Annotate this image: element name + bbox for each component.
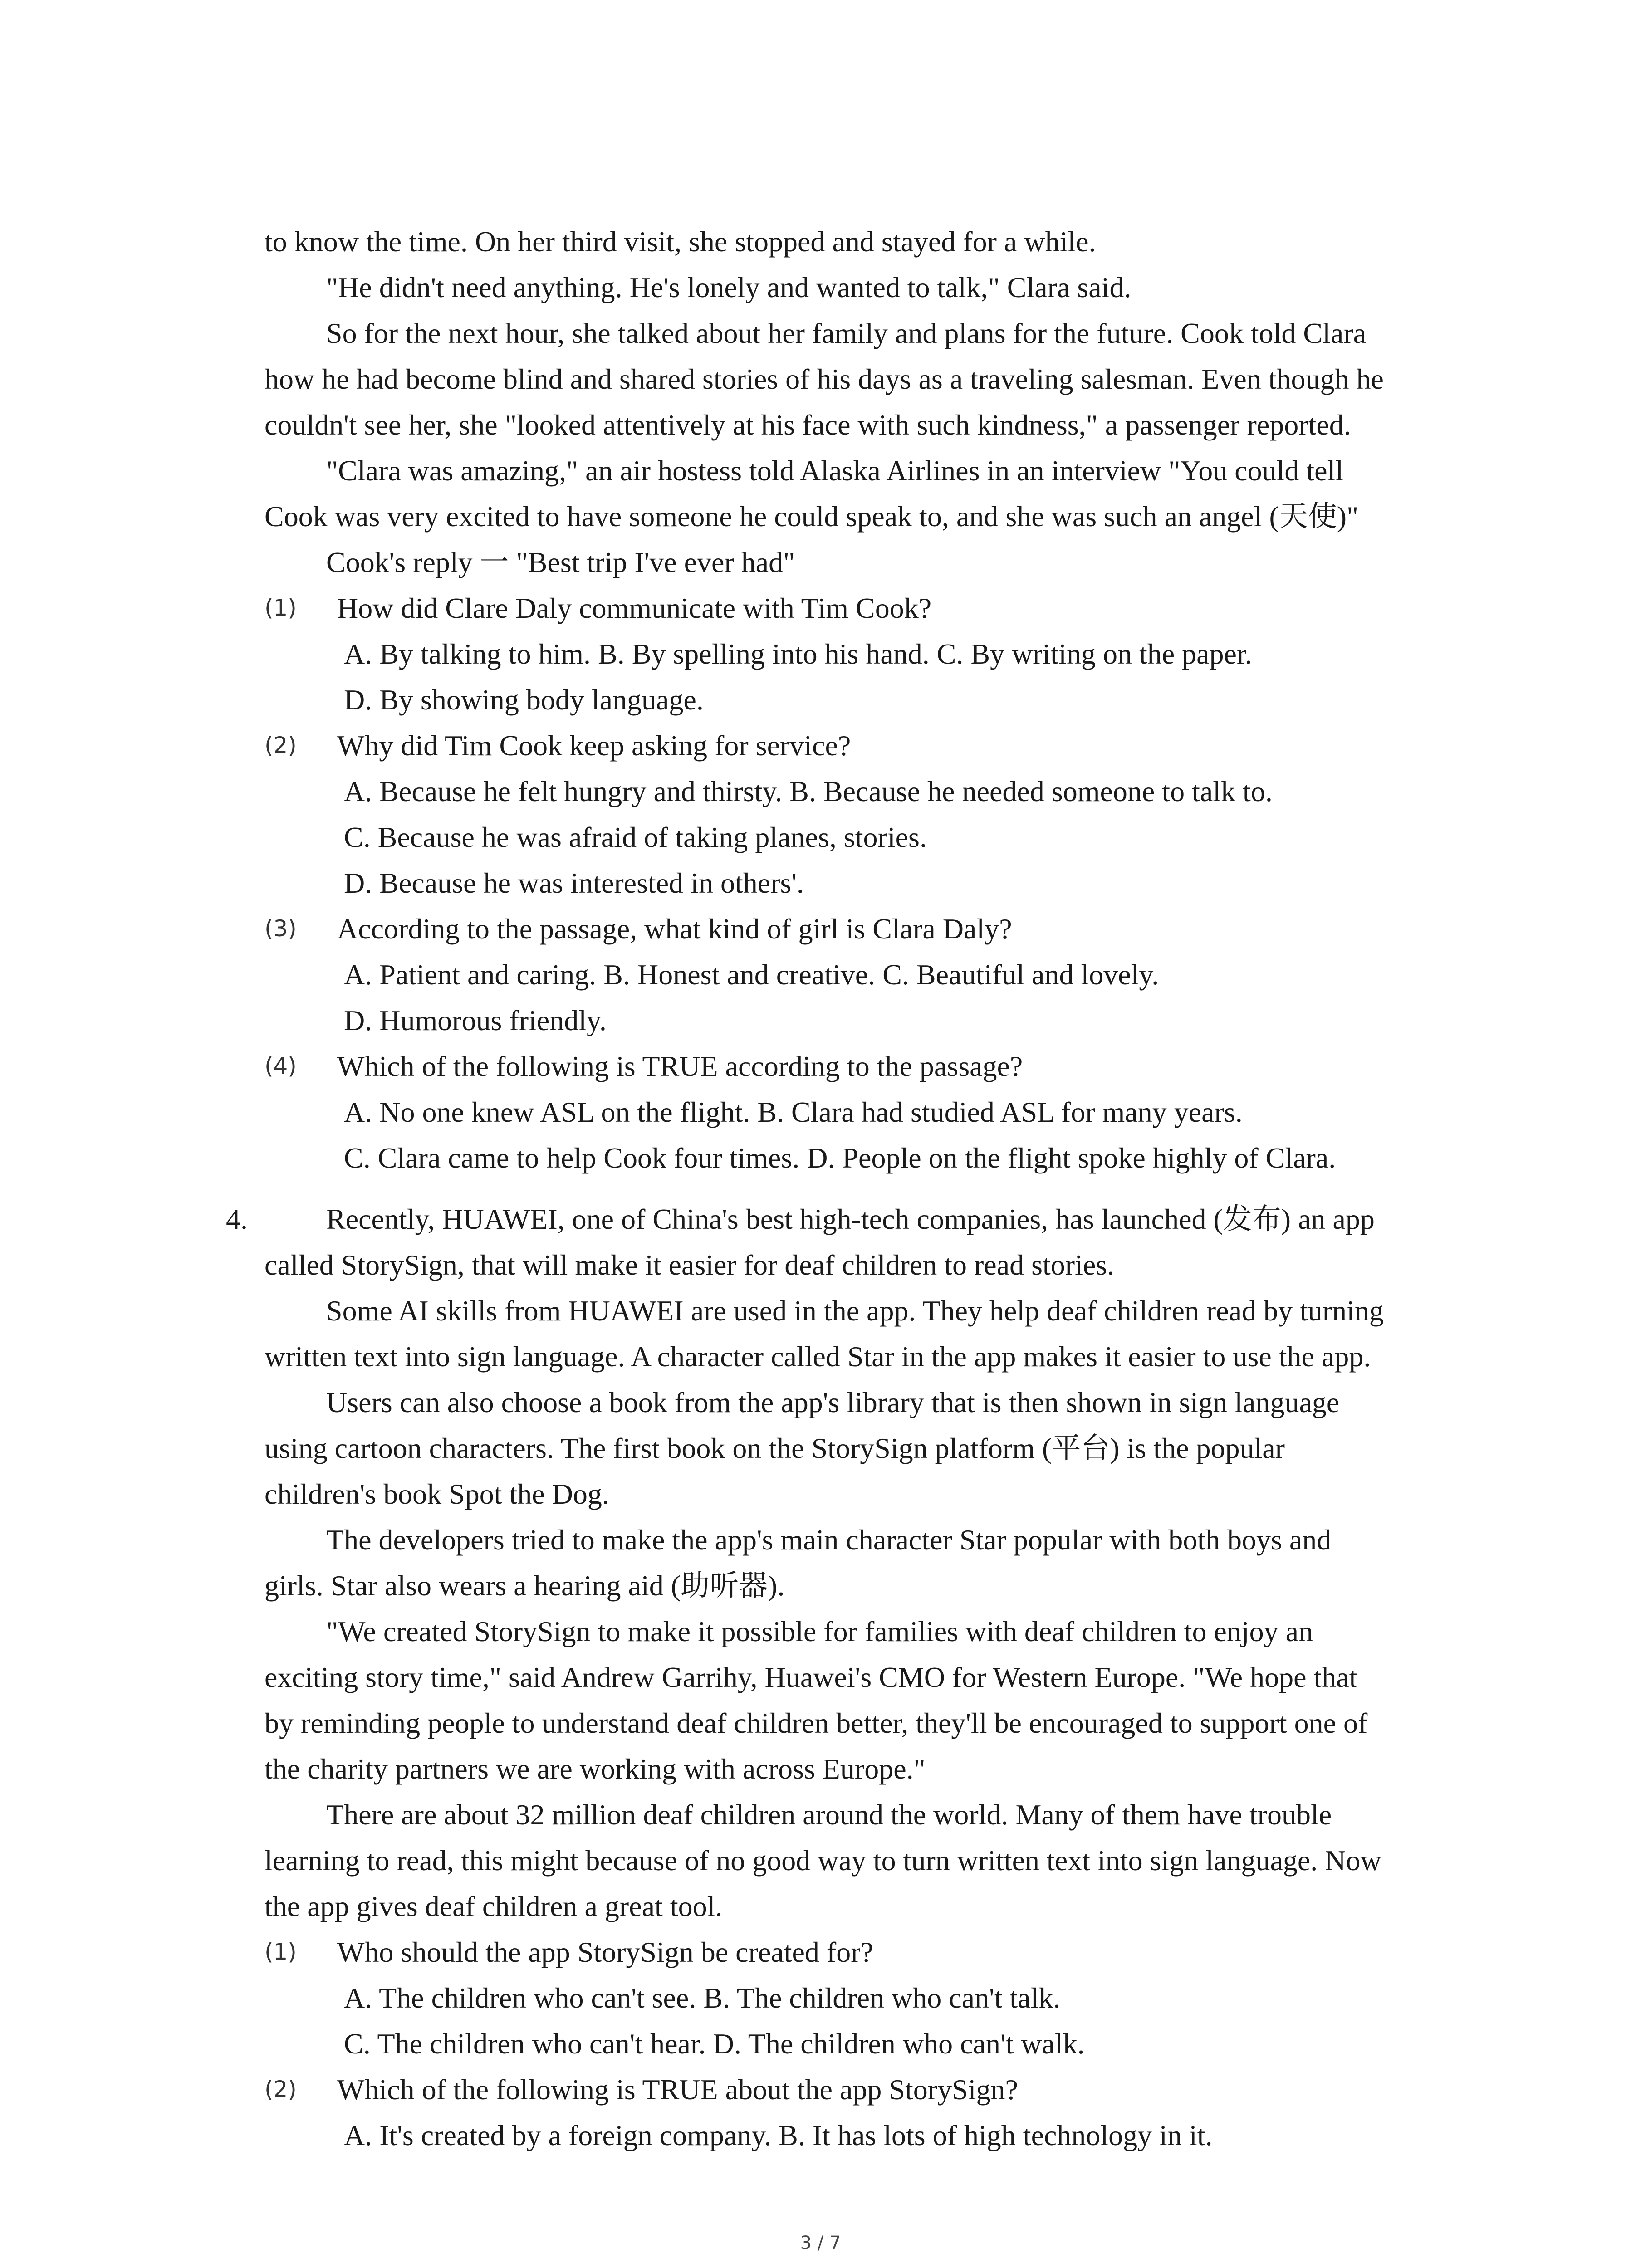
passage-line: Recently, HUAWEI, one of China's best high-tech companies, has launched (发布) an app — [326, 1203, 1375, 1235]
answer-options: D. Humorous friendly. — [344, 1004, 607, 1036]
question-text: Who should the app StorySign be created for? — [337, 1936, 873, 1968]
passage-line: to know the time. On her third visit, she stopped and stayed for a while. — [265, 225, 1096, 258]
answer-options: D. By showing body language. — [344, 684, 704, 716]
passage-line: the charity partners we are working with across Europe." — [265, 1753, 926, 1785]
passage-1 — [265, 219, 1453, 1181]
answer-options: C. The children who can't hear. D. The children who can't walk. — [344, 2028, 1085, 2060]
passage-line: children's book Spot the Dog. — [265, 1478, 609, 1510]
answer-options: A. No one knew ASL on the flight. B. Clara had studied ASL for many years. — [344, 1096, 1243, 1128]
passage-line: couldn't see her, she "looked attentively at his face with such kindness," a passenger reported. — [265, 409, 1351, 441]
passage-line: how he had become blind and shared stories of his days as a traveling salesman. Even though he — [265, 363, 1384, 395]
question-2 — [265, 2067, 1453, 2112]
passage-line: "We created StorySign to make it possible for families with deaf children to enjoy an — [326, 1615, 1313, 1647]
answer-options: A. By talking to him. B. By spelling into his hand. C. By writing on the paper. — [344, 638, 1252, 670]
answer-options: C. Because he was afraid of taking planes, stories. — [344, 821, 927, 853]
passage-line: exciting story time," said Andrew Garrihy, Huawei's CMO for Western Europe. "We hope that — [265, 1661, 1357, 1693]
question-number: (1) — [265, 595, 297, 621]
passage-line: Users can also choose a book from the app's library that is then shown in sign language — [326, 1386, 1340, 1418]
passage-line: So for the next hour, she talked about her family and plans for the future. Cook told Clara — [326, 317, 1366, 349]
passage-line: "He didn't need anything. He's lonely and wanted to talk," Clara said. — [326, 271, 1132, 303]
page-number: 3 / 7 — [800, 2233, 841, 2253]
answer-options: D. Because he was interested in others'. — [344, 867, 804, 899]
question-text: Which of the following is TRUE about the app StorySign? — [337, 2073, 1018, 2106]
passage-line: written text into sign language. A character called Star in the app makes it easier to use the app. — [265, 1340, 1371, 1373]
passage-line: the app gives deaf children a great tool. — [265, 1890, 723, 1922]
answer-options: A. The children who can't see. B. The children who can't talk. — [344, 1982, 1061, 2014]
passage-line: girls. Star also wears a hearing aid (助听器). — [265, 1569, 785, 1602]
passage-line: Cook's reply 一 "Best trip I've ever had" — [326, 546, 795, 578]
answer-options: A. Because he felt hungry and thirsty. B. Because he needed someone to talk to. — [344, 775, 1273, 807]
passage-line: Cook was very excited to have someone he could speak to, and she was such an angel (天使)" — [265, 500, 1359, 533]
passage-line: called StorySign, that will make it easier for deaf children to read stories. — [265, 1249, 1115, 1281]
passage-2 — [226, 1196, 1453, 2158]
passage-line: "Clara was amazing," an air hostess told Alaska Airlines in an interview "You could tell — [326, 455, 1344, 487]
question-number: (3) — [265, 915, 297, 942]
question-text: Why did Tim Cook keep asking for service? — [337, 729, 851, 762]
answer-options: C. Clara came to help Cook four times. D. People on the flight spoke highly of Clara. — [344, 1142, 1336, 1174]
question-number: (4) — [265, 1053, 297, 1079]
answer-options: A. Patient and caring. B. Honest and creative. C. Beautiful and lovely. — [344, 958, 1159, 991]
passage-number: 4. — [226, 1203, 248, 1235]
passage-line: using cartoon characters. The first book on the StorySign platform (平台) is the popular — [265, 1432, 1285, 1464]
question-1 — [265, 1929, 1453, 1975]
passage-line: There are about 32 million deaf children around the world. Many of them have trouble — [326, 1799, 1332, 1831]
page-content — [226, 219, 1453, 2158]
question-4 — [265, 1043, 1453, 1089]
question-text: How did Clare Daly communicate with Tim Cook? — [337, 592, 932, 624]
section-gap — [265, 1181, 1453, 1196]
passage-line: The developers tried to make the app's main character Star popular with both boys and — [326, 1524, 1332, 1556]
question-3 — [265, 906, 1453, 952]
passage-line: Some AI skills from HUAWEI are used in the app. They help deaf children read by turning — [326, 1295, 1384, 1327]
answer-options: A. It's created by a foreign company. B. It has lots of high technology in it. — [344, 2119, 1213, 2151]
question-number: (2) — [265, 732, 297, 758]
question-text: According to the passage, what kind of girl is Clara Daly? — [337, 913, 1012, 945]
passage-line: by reminding people to understand deaf children better, they'll be encouraged to support one of — [265, 1707, 1368, 1739]
question-number: (2) — [265, 2076, 297, 2102]
passage-2-first-line — [226, 1196, 1453, 1242]
question-number: (1) — [265, 1939, 297, 1965]
passage-line: learning to read, this might because of no good way to turn written text into sign language. Now — [265, 1844, 1381, 1877]
question-1 — [265, 585, 1453, 631]
question-2 — [265, 723, 1453, 768]
question-text: Which of the following is TRUE according to the passage? — [337, 1050, 1023, 1082]
